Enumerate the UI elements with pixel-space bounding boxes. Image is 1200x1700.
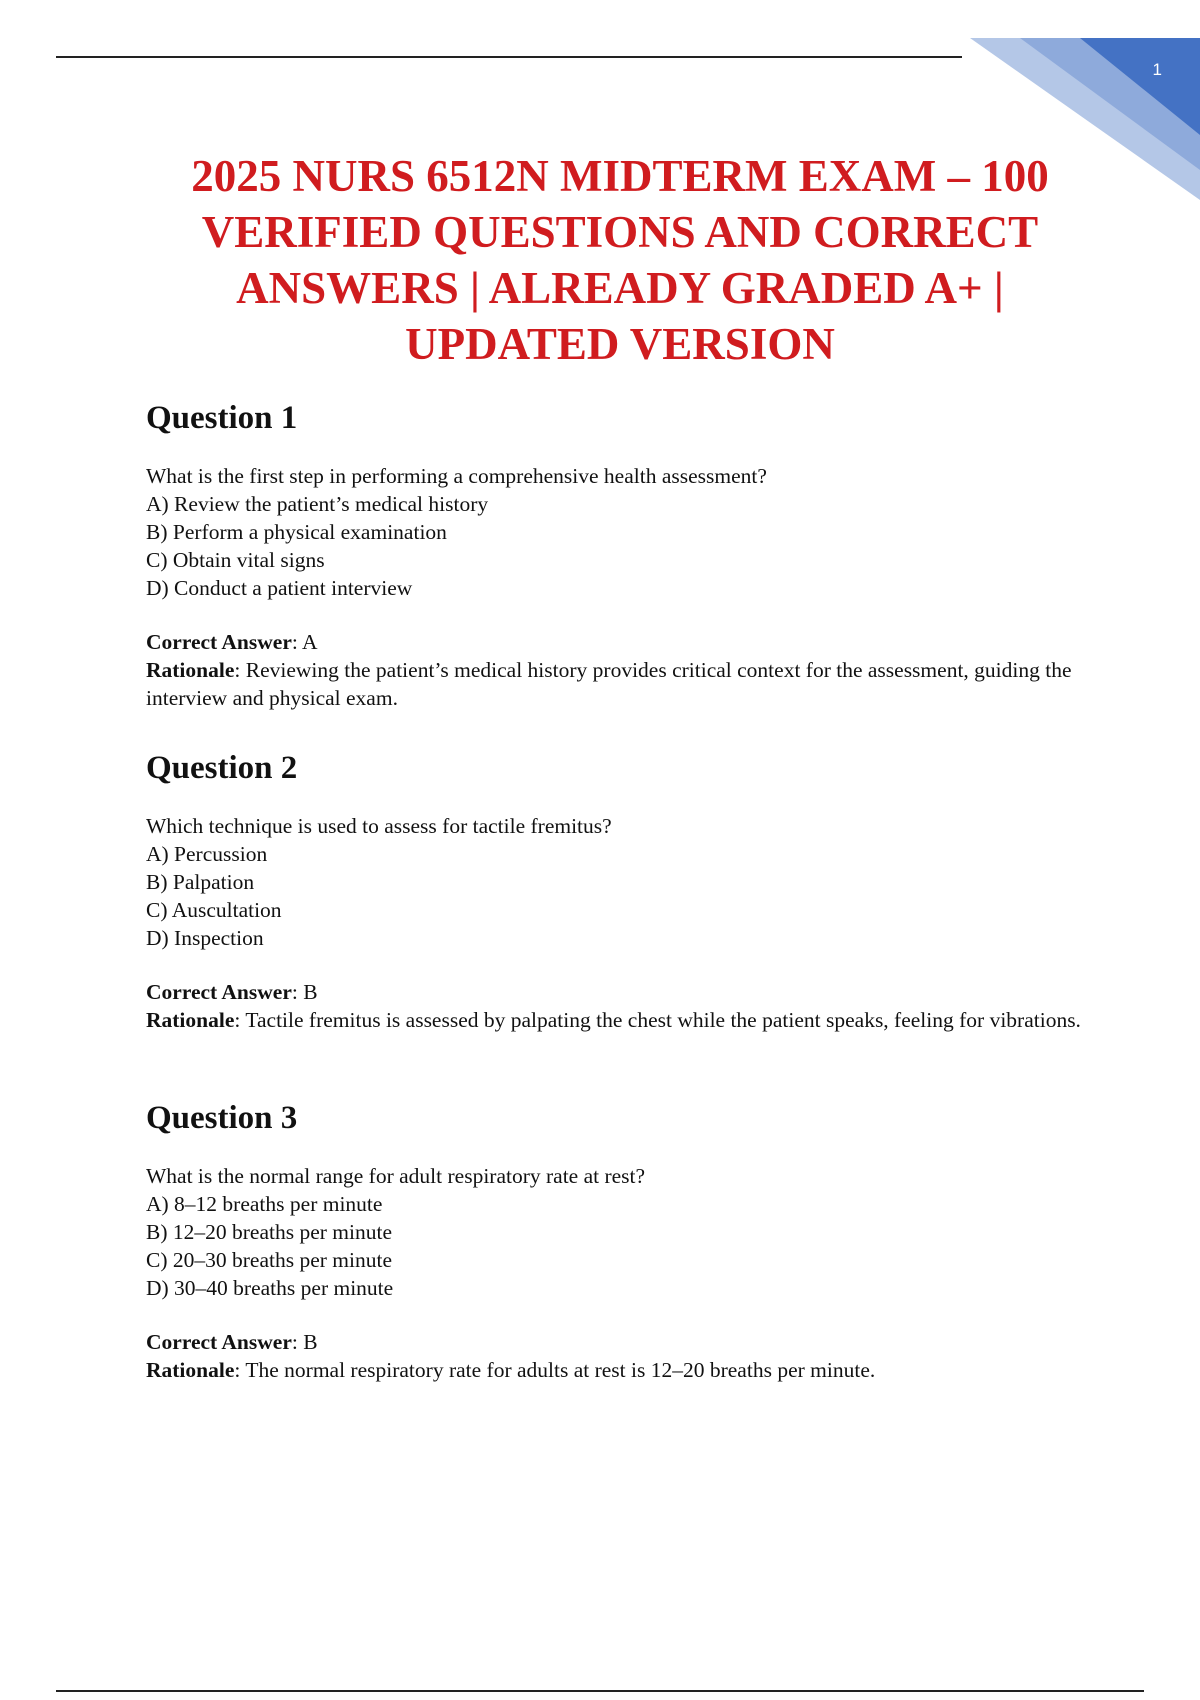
rationale: Rationale: The normal respiratory rate for adults at rest is 12–20 breaths per minute.: [146, 1358, 876, 1382]
question-heading: Question 2: [146, 750, 298, 786]
footer-rule: [56, 1690, 1144, 1692]
correct-answer-label: Correct Answer: [146, 980, 292, 1004]
answer-option: D) 30–40 breaths per minute: [146, 1276, 394, 1300]
answer-option: B) Palpation: [146, 870, 255, 894]
question-stem: What is the normal range for adult respiratory rate at rest?: [146, 1164, 646, 1188]
document-title: [100, 148, 1140, 372]
question-heading: Question 3: [146, 1100, 298, 1136]
correct-answer-value: A: [302, 630, 318, 654]
answer-option: C) 20–30 breaths per minute: [146, 1248, 393, 1272]
question-stem: What is the first step in performing a comprehensive health assessment?: [146, 464, 767, 488]
question-body: [146, 1162, 1106, 1302]
answer-option: D) Conduct a patient interview: [146, 576, 413, 600]
correct-answer-label: Correct Answer: [146, 630, 292, 654]
correct-answer: Correct Answer: B: [146, 1330, 318, 1354]
correct-answer: Correct Answer: B: [146, 980, 318, 1004]
question-1: [146, 398, 1106, 712]
rationale-label: Rationale: [146, 1008, 235, 1032]
correct-answer-value: B: [303, 980, 318, 1004]
question-body: [146, 462, 1106, 602]
page-number: 1: [1152, 60, 1162, 79]
title-line: UPDATED VERSION: [405, 319, 835, 369]
correct-answer-label: Correct Answer: [146, 1330, 292, 1354]
rationale-text: Reviewing the patient’s medical history provides critical context for the assessment, guiding the interview and physical exam.: [146, 658, 1072, 710]
answer-option: C) Obtain vital signs: [146, 548, 325, 572]
answer-block: [146, 628, 1106, 712]
question-heading: Question 1: [146, 400, 298, 436]
answer-option: D) Inspection: [146, 926, 264, 950]
answer-option: C) Auscultation: [146, 898, 282, 922]
rationale: Rationale: Reviewing the patient’s medical history provides critical context for the assessment, guiding the interview and physical exam.: [146, 658, 1072, 710]
title-line: 2025 NURS 6512N MIDTERM EXAM – 100: [191, 151, 1049, 201]
header-rule: [56, 56, 962, 58]
question-stem: Which technique is used to assess for tactile fremitus?: [146, 814, 612, 838]
rationale: Rationale: Tactile fremitus is assessed by palpating the chest while the patient speaks, feeling for vibrations.: [146, 1008, 1081, 1032]
answer-block: [146, 978, 1106, 1034]
question-2: [146, 748, 1106, 1034]
rationale-label: Rationale: [146, 658, 235, 682]
correct-answer-value: B: [303, 1330, 318, 1354]
rationale-label: Rationale: [146, 1358, 235, 1382]
answer-option: B) Perform a physical examination: [146, 520, 447, 544]
question-body: [146, 812, 1106, 952]
answer-option: A) 8–12 breaths per minute: [146, 1192, 383, 1216]
answer-option: B) 12–20 breaths per minute: [146, 1220, 393, 1244]
answer-block: [146, 1328, 1106, 1384]
rationale-text: Tactile fremitus is assessed by palpating the chest while the patient speaks, feeling for vibrations.: [245, 1008, 1081, 1032]
rationale-text: The normal respiratory rate for adults at rest is 12–20 breaths per minute.: [245, 1358, 876, 1382]
title-line: ANSWERS | ALREADY GRADED A+ |: [236, 263, 1004, 313]
question-3: [146, 1098, 1106, 1384]
answer-option: A) Review the patient’s medical history: [146, 492, 489, 516]
answer-option: A) Percussion: [146, 842, 268, 866]
correct-answer: Correct Answer: A: [146, 630, 318, 654]
title-line: VERIFIED QUESTIONS AND CORRECT: [201, 207, 1039, 257]
